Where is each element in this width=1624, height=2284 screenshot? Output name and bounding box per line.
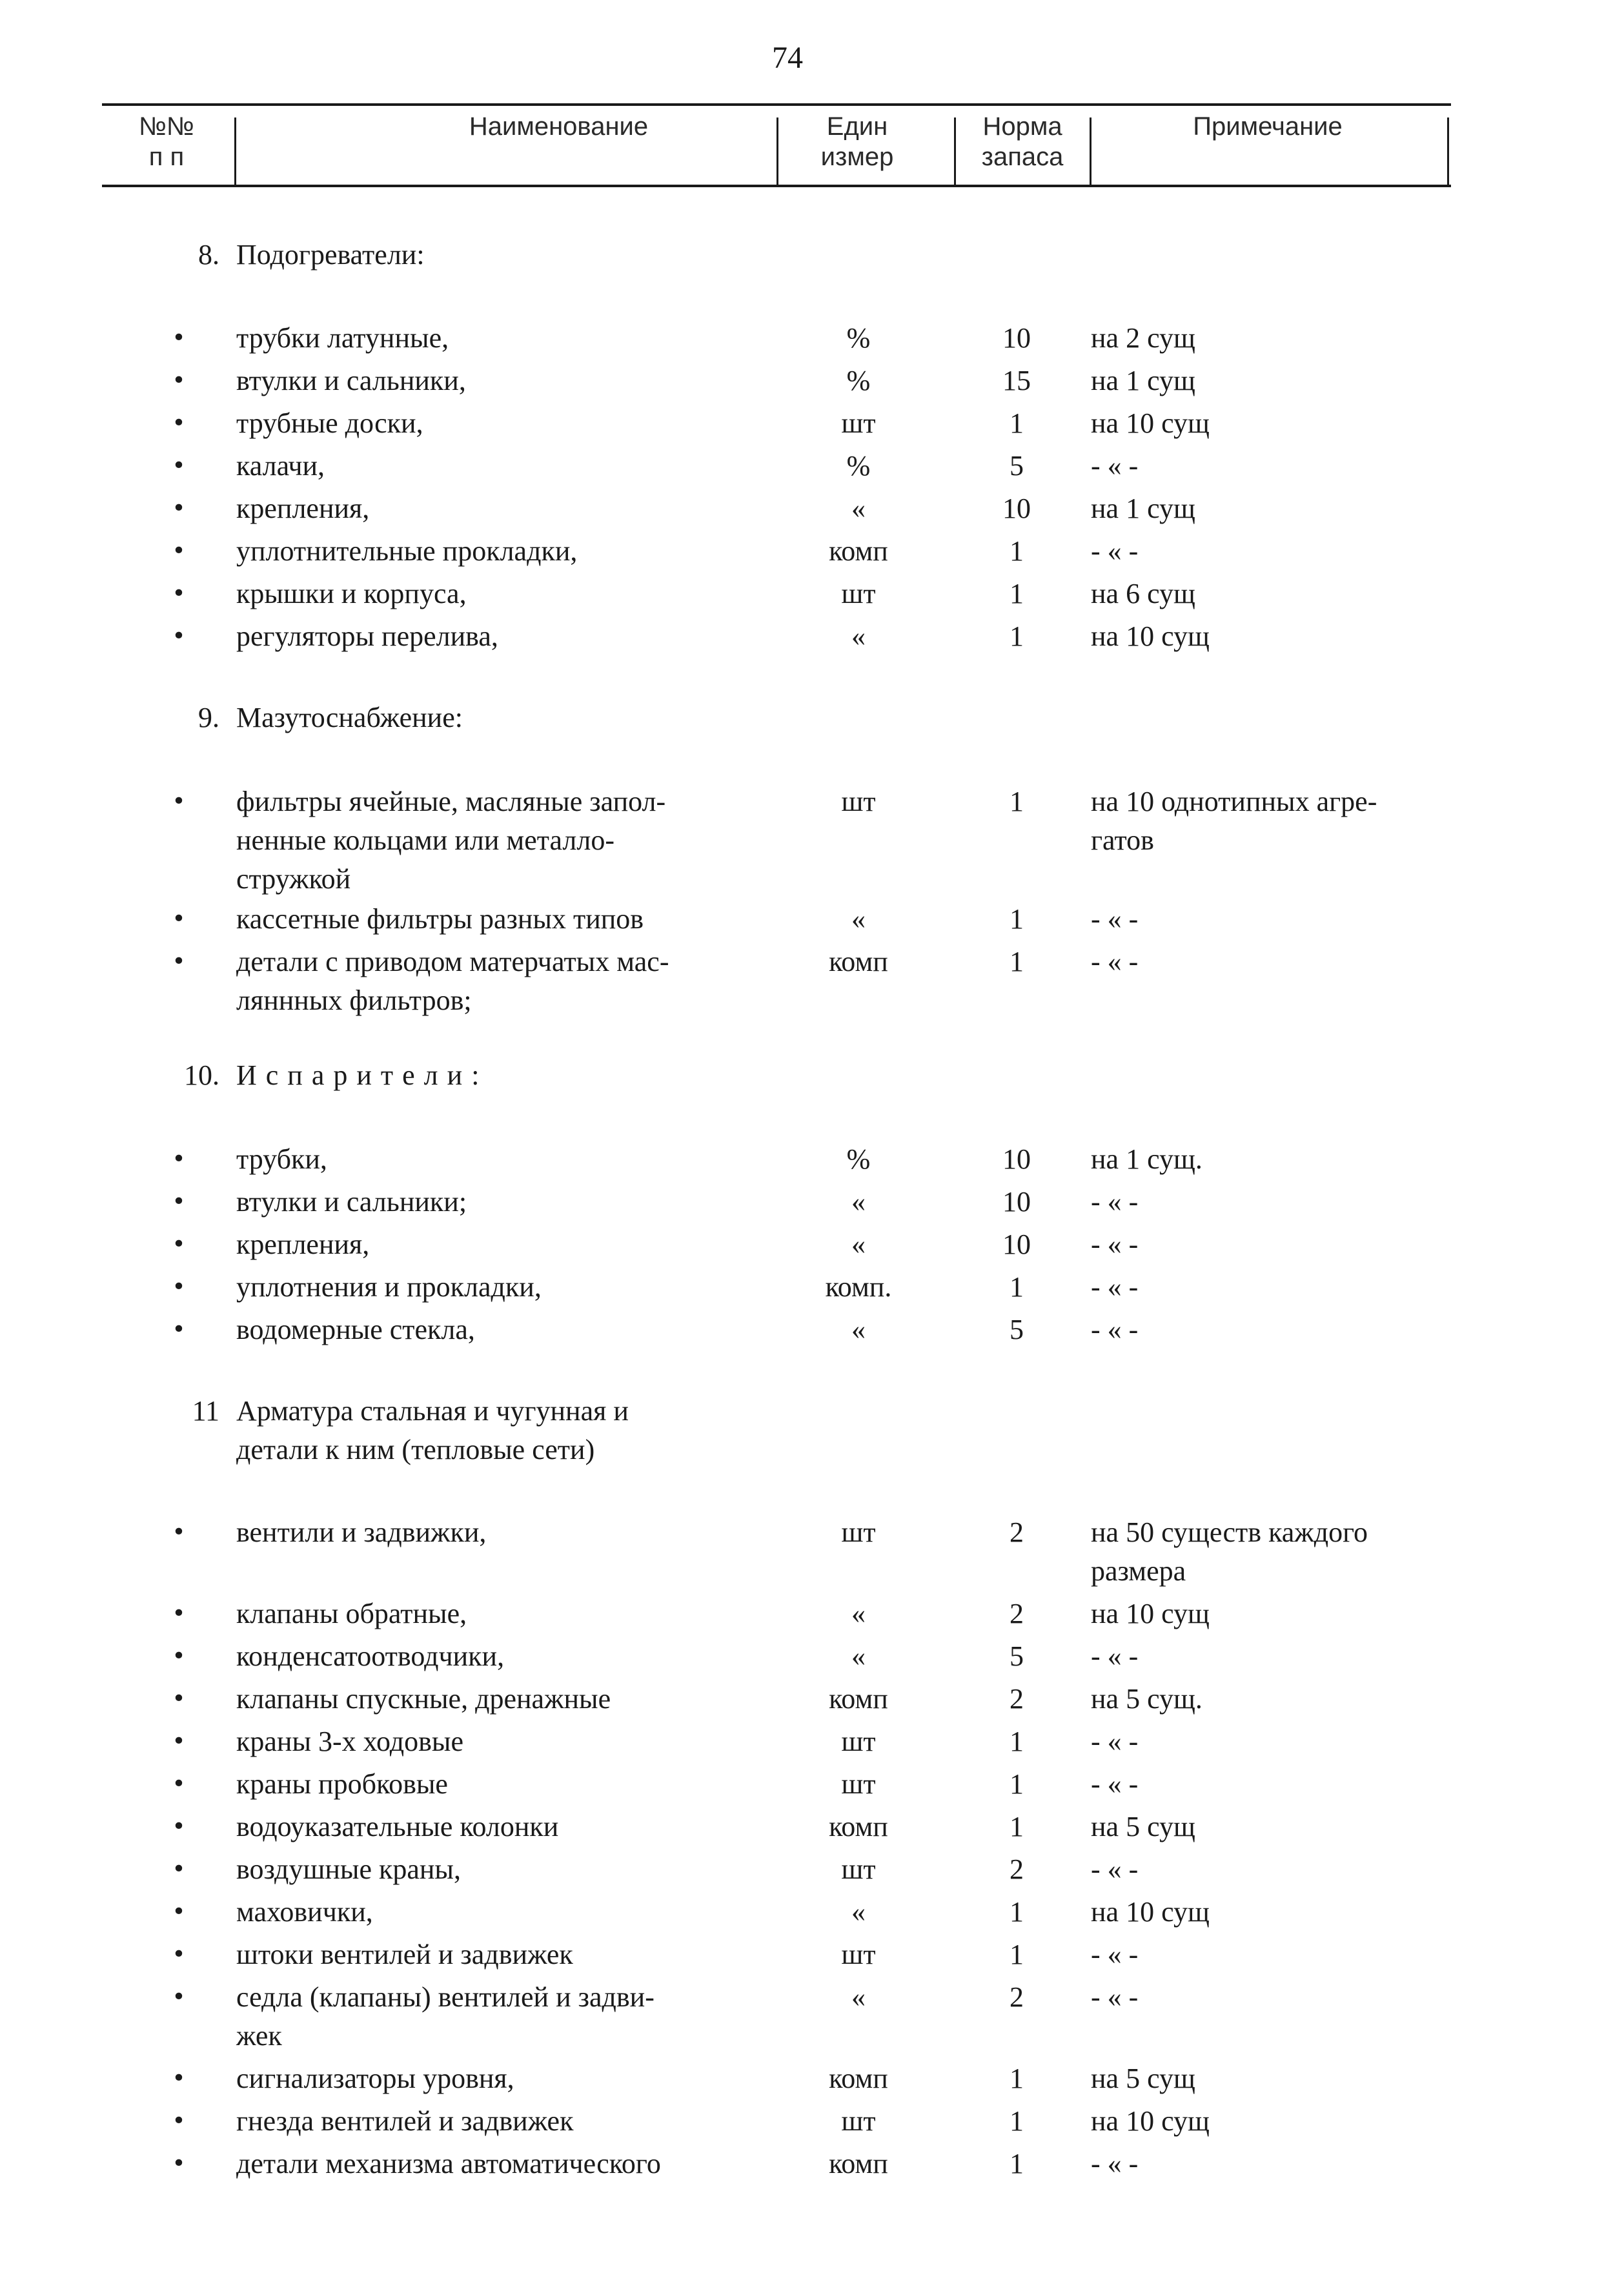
item-unit: « — [851, 1896, 866, 1928]
header-divider — [234, 117, 236, 185]
item-norm: 10 — [1002, 493, 1031, 524]
bullet-icon: • — [172, 948, 186, 975]
item-name: штоки вентилей и задвижек — [236, 1939, 573, 1970]
item-name: детали с приводом матерчатых мас- — [236, 946, 669, 977]
item-norm: 1 — [1010, 535, 1024, 567]
item-name: водоуказательные колонки — [236, 1811, 559, 1842]
bullet-icon: • — [172, 1146, 186, 1172]
bullet-icon: • — [172, 1899, 186, 1925]
section-number: 11 — [192, 1395, 219, 1427]
bullet-icon: • — [172, 1984, 186, 2010]
item-name: крышки и корпуса, — [236, 578, 467, 609]
item-norm: 1 — [1010, 903, 1024, 935]
item-unit: « — [851, 1981, 866, 2013]
item-note: размера — [1091, 1555, 1186, 1587]
item-norm: 2 — [1010, 1981, 1024, 2013]
item-name: ненные кольцами или металло- — [236, 824, 614, 856]
item-name: жек — [236, 2020, 282, 2052]
item-norm: 1 — [1010, 407, 1024, 439]
header-unit-line1: Един — [826, 112, 888, 141]
item-note: - « - — [1091, 1271, 1139, 1303]
item-unit: « — [851, 903, 866, 935]
item-norm: 1 — [1010, 946, 1024, 977]
item-norm: 1 — [1010, 1811, 1024, 1842]
item-norm: 5 — [1010, 1314, 1024, 1345]
section-number: 8. — [198, 239, 219, 270]
item-norm: 1 — [1010, 1768, 1024, 1800]
item-name: кассетные фильтры разных типов — [236, 903, 644, 935]
item-unit: « — [851, 1314, 866, 1345]
item-note: - « - — [1091, 1939, 1139, 1970]
item-name: седла (клапаны) вентилей и задви- — [236, 1981, 655, 2013]
item-note: на 5 сущ. — [1091, 1683, 1203, 1715]
item-unit: « — [851, 1598, 866, 1629]
item-unit: шт — [841, 1768, 876, 1800]
section-title: Испарители: — [236, 1059, 489, 1091]
bullet-icon: • — [172, 495, 186, 522]
section-title: Подогреватели: — [236, 239, 425, 270]
section-title: Арматура стальная и чугунная и — [236, 1395, 629, 1427]
header-number-line1: №№ — [139, 112, 194, 141]
item-name: крепления, — [236, 1229, 370, 1260]
bullet-icon: • — [172, 1600, 186, 1627]
bullet-icon: • — [172, 1686, 186, 1712]
item-name: крепления, — [236, 493, 370, 524]
item-norm: 2 — [1010, 1853, 1024, 1885]
item-name: уплотнительные прокладки, — [236, 535, 578, 567]
item-name: стружкой — [236, 863, 351, 895]
bullet-icon: • — [172, 2150, 186, 2177]
header-norm-line2: запаса — [981, 143, 1064, 171]
item-unit: комп — [829, 946, 888, 977]
item-name: воздушные краны, — [236, 1853, 461, 1885]
item-note: на 1 сущ — [1091, 365, 1195, 396]
item-name: сигнализаторы уровня, — [236, 2063, 514, 2094]
header-unit-line2: измер — [820, 143, 894, 171]
item-norm: 1 — [1010, 2063, 1024, 2094]
item-norm: 1 — [1010, 1271, 1024, 1303]
header-unit-column — [780, 106, 935, 185]
item-unit: « — [851, 1640, 866, 1672]
item-unit: « — [851, 620, 866, 652]
item-note: на 10 сущ — [1091, 1896, 1210, 1928]
item-name: водомерные стекла, — [236, 1314, 475, 1345]
bullet-icon: • — [172, 1771, 186, 1797]
item-unit: комп — [829, 2148, 888, 2179]
item-norm: 15 — [1002, 365, 1031, 396]
item-note: - « - — [1091, 1186, 1139, 1218]
section-title: детали к ним (тепловые сети) — [236, 1434, 595, 1465]
item-name: конденсатоотводчики, — [236, 1640, 505, 1672]
item-note: на 5 сущ — [1091, 2063, 1195, 2094]
item-note: - « - — [1091, 1981, 1139, 2013]
item-unit: шт — [841, 1853, 876, 1885]
section-title: Мазутоснабжение: — [236, 702, 463, 733]
item-note: - « - — [1091, 2148, 1139, 2179]
section-number: 10. — [184, 1059, 219, 1091]
item-norm: 1 — [1010, 578, 1024, 609]
item-note: на 50 существ каждого — [1091, 1516, 1368, 1548]
item-name: клапаны спускные, дренажные — [236, 1683, 611, 1715]
item-norm: 10 — [1002, 1229, 1031, 1260]
bullet-icon: • — [172, 1856, 186, 1882]
item-note: на 2 сущ — [1091, 322, 1195, 354]
header-norm-line1: Норма — [982, 112, 1062, 141]
bullet-icon: • — [172, 1188, 186, 1215]
item-note: - « - — [1091, 450, 1139, 482]
item-note: - « - — [1091, 1853, 1139, 1885]
item-norm: 2 — [1010, 1516, 1024, 1548]
item-name: калачи, — [236, 450, 325, 482]
item-name: ляннных фильтров; — [236, 984, 472, 1016]
item-unit: % — [846, 450, 871, 482]
item-unit: шт — [841, 2105, 876, 2137]
bullet-icon: • — [172, 1519, 186, 1545]
header-name: Наименование — [469, 112, 649, 141]
item-note: - « - — [1091, 946, 1139, 977]
item-norm: 1 — [1010, 786, 1024, 817]
item-norm: 1 — [1010, 2105, 1024, 2137]
item-unit: « — [851, 1229, 866, 1260]
item-unit: « — [851, 493, 866, 524]
item-name: фильтры ячейные, масляные запол- — [236, 786, 666, 817]
bullet-icon: • — [172, 1316, 186, 1343]
bullet-icon: • — [172, 367, 186, 394]
item-name: трубные доски, — [236, 407, 423, 439]
item-norm: 2 — [1010, 1683, 1024, 1715]
table-header — [102, 103, 1451, 187]
item-name: уплотнения и прокладки, — [236, 1271, 542, 1303]
item-note: на 10 сущ — [1091, 1598, 1210, 1629]
header-divider — [1447, 117, 1449, 185]
item-norm: 2 — [1010, 1598, 1024, 1629]
bullet-icon: • — [172, 623, 186, 649]
item-note: на 10 сущ — [1091, 2105, 1210, 2137]
item-unit: шт — [841, 1939, 876, 1970]
bullet-icon: • — [172, 1643, 186, 1669]
item-note: - « - — [1091, 1768, 1139, 1800]
item-unit: комп — [829, 535, 888, 567]
item-note: - « - — [1091, 1640, 1139, 1672]
item-note: на 10 сущ — [1091, 620, 1210, 652]
item-note: - « - — [1091, 535, 1139, 567]
header-divider — [954, 117, 956, 185]
bullet-icon: • — [172, 538, 186, 564]
bullet-icon: • — [172, 410, 186, 436]
bullet-icon: • — [172, 453, 186, 479]
item-note: на 1 сущ — [1091, 493, 1195, 524]
item-norm: 10 — [1002, 1143, 1031, 1175]
bullet-icon: • — [172, 1231, 186, 1258]
item-norm: 1 — [1010, 1896, 1024, 1928]
bullet-icon: • — [172, 2108, 186, 2134]
item-name: трубки латунные, — [236, 322, 449, 354]
item-unit: комп. — [825, 1271, 892, 1303]
item-note: на 10 однотипных агре- — [1091, 786, 1377, 817]
bullet-icon: • — [172, 1728, 186, 1755]
item-norm: 5 — [1010, 450, 1024, 482]
bullet-icon: • — [172, 1813, 186, 1840]
item-note: гатов — [1091, 824, 1154, 856]
item-name: вентили и задвижки, — [236, 1516, 487, 1548]
item-unit: % — [846, 1143, 871, 1175]
item-name: регуляторы перелива, — [236, 620, 498, 652]
page-number: 74 — [772, 41, 803, 75]
bullet-icon: • — [172, 1274, 186, 1300]
header-norm-column — [958, 106, 1087, 185]
item-unit: % — [846, 322, 871, 354]
item-note: - « - — [1091, 903, 1139, 935]
item-note: на 10 сущ — [1091, 407, 1210, 439]
item-norm: 1 — [1010, 1726, 1024, 1757]
bullet-icon: • — [172, 580, 186, 607]
item-unit: шт — [841, 407, 876, 439]
bullet-icon: • — [172, 325, 186, 351]
item-norm: 1 — [1010, 2148, 1024, 2179]
item-note: - « - — [1091, 1229, 1139, 1260]
item-name: трубки, — [236, 1143, 327, 1175]
item-unit: шт — [841, 578, 876, 609]
item-note: - « - — [1091, 1726, 1139, 1757]
item-unit: шт — [841, 1726, 876, 1757]
item-unit: комп — [829, 1811, 888, 1842]
header-number-column — [102, 106, 231, 185]
item-unit: % — [846, 365, 871, 396]
item-note: - « - — [1091, 1314, 1139, 1345]
header-note-column — [1093, 106, 1442, 185]
bullet-icon: • — [172, 2065, 186, 2092]
item-note: на 6 сущ — [1091, 578, 1195, 609]
item-name: втулки и сальники, — [236, 365, 466, 396]
item-norm: 1 — [1010, 620, 1024, 652]
item-name: краны 3-х ходовые — [236, 1726, 463, 1757]
item-name: клапаны обратные, — [236, 1598, 467, 1629]
item-unit: шт — [841, 1516, 876, 1548]
item-unit: комп — [829, 2063, 888, 2094]
bullet-icon: • — [172, 906, 186, 932]
bullet-icon: • — [172, 1941, 186, 1968]
item-name: маховички, — [236, 1896, 373, 1928]
header-divider — [1090, 117, 1091, 185]
section-number: 9. — [198, 702, 219, 733]
item-norm: 10 — [1002, 322, 1031, 354]
header-divider — [776, 117, 778, 185]
item-note: на 1 сущ. — [1091, 1143, 1203, 1175]
header-note: Примечание — [1193, 112, 1343, 141]
item-name: краны пробковые — [236, 1768, 448, 1800]
item-norm: 1 — [1010, 1939, 1024, 1970]
bullet-icon: • — [172, 788, 186, 815]
item-name: детали механизма автоматического — [236, 2148, 661, 2179]
item-name: гнезда вентилей и задвижек — [236, 2105, 574, 2137]
item-norm: 5 — [1010, 1640, 1024, 1672]
item-unit: « — [851, 1186, 866, 1218]
item-note: на 5 сущ — [1091, 1811, 1195, 1842]
item-unit: шт — [841, 786, 876, 817]
item-norm: 10 — [1002, 1186, 1031, 1218]
header-number-line2: п п — [148, 143, 185, 171]
item-name: втулки и сальники; — [236, 1186, 467, 1218]
item-unit: комп — [829, 1683, 888, 1715]
